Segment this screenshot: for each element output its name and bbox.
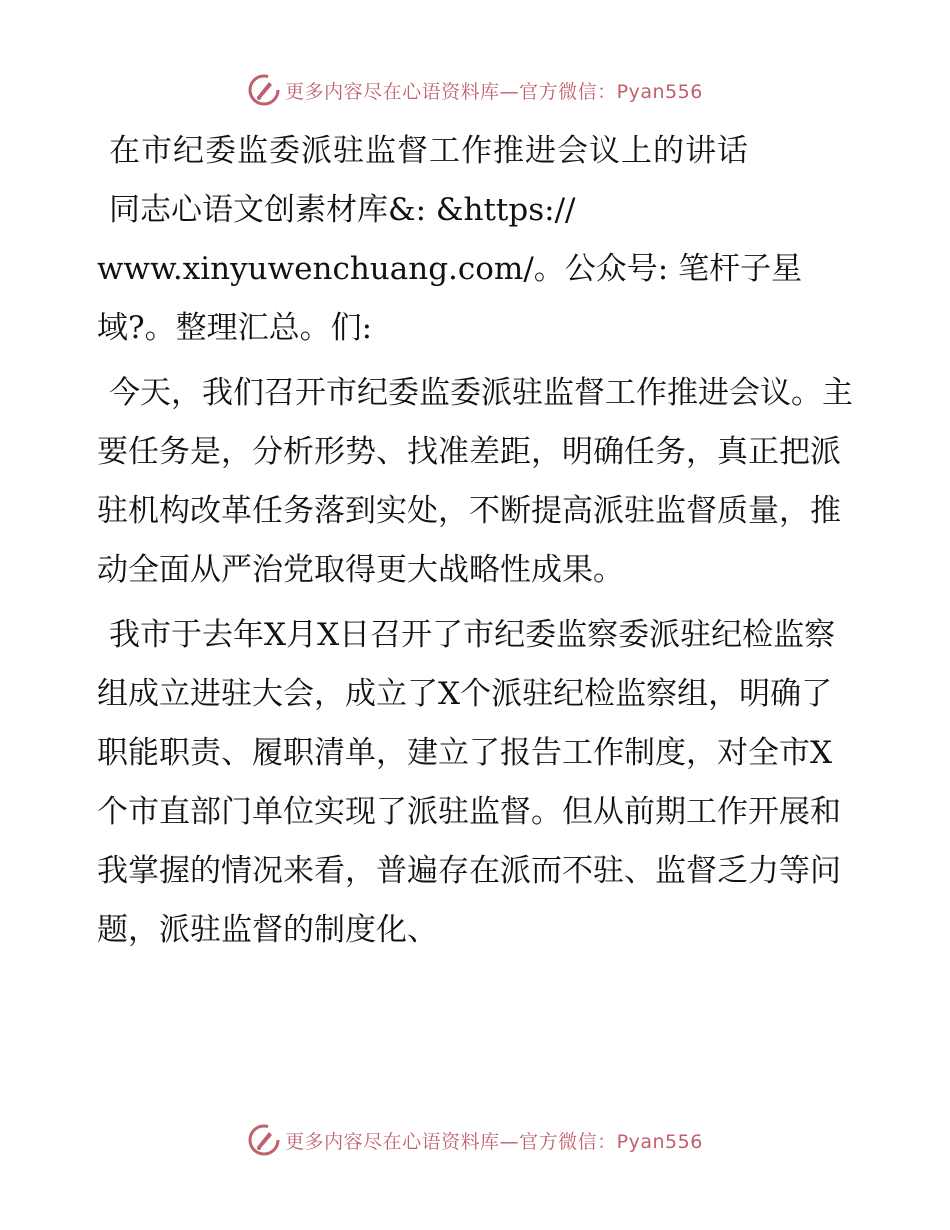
paragraph-2: 今天，我们召开市纪委监委派驻监督工作推进会议。主要任务是，分析形势、找准差距，明确任务，真正把派驻机构改革任务落到实处，不断提高派驻监督质量，推动全面从严治党取得更大战略性成果。 [97, 375, 853, 588]
paragraph-3: 我市于去年X月X日召开了市纪委监察委派驻纪检监察组成立进驻大会，成立了X个派驻纪检监察组，明确了职能职责、履职清单，建立了报告工作制度，对全市X个市直部门单位实现了派驻监督。但从前期工作开展和我掌握的情况来看，普遍存在派而不驻、监督乏力等问题，派驻监督的制度化、 [97, 617, 841, 948]
pen-logo-icon [247, 73, 281, 107]
pen-logo-icon [247, 1123, 281, 1157]
header-text: 更多内容尽在心语资料库—官方微信：Pyan556 [285, 80, 703, 103]
page-footer-banner [0, 1120, 950, 1160]
document-title: 在市纪委监委派驻监督工作推进会议上的讲话 [109, 133, 749, 169]
footer-text: 更多内容尽在心语资料库—官方微信：Pyan556 [285, 1130, 703, 1153]
paragraph-1: 同志心语文创素材库&: &https:// www.xinyuwenchuang.com/。公众号: 笔杆子星域?。整理汇总。们: [97, 192, 803, 346]
document-body [97, 122, 857, 960]
page-header-banner [0, 70, 950, 110]
